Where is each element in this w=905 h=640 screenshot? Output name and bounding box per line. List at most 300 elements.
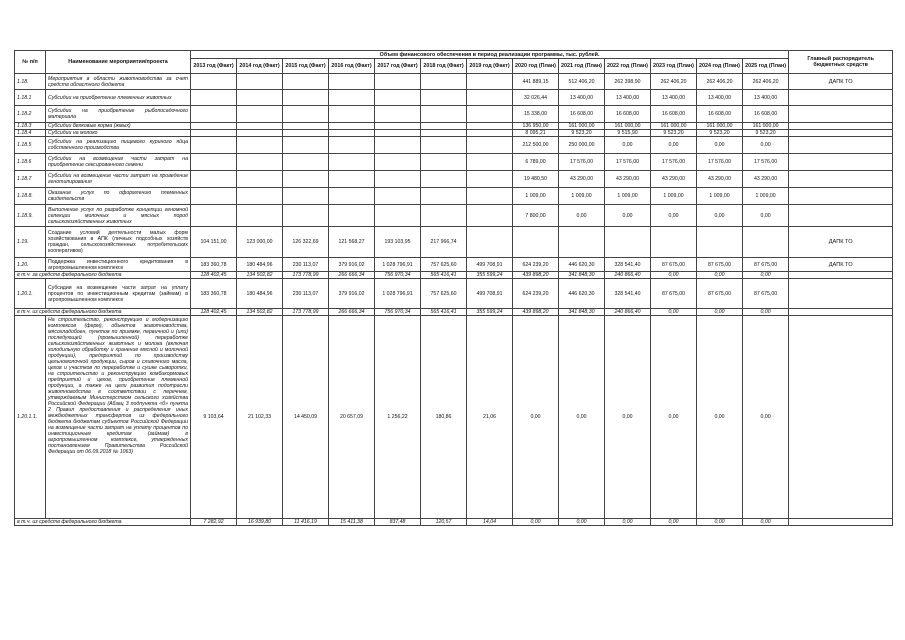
amount-cell <box>191 106 237 123</box>
amount-cell <box>697 227 743 258</box>
amount-cell: 161 000,00 <box>697 123 743 130</box>
amount-cell <box>375 106 421 123</box>
amount-cell: 9 523,20 <box>697 130 743 137</box>
amount-cell: 136 950,00 <box>513 123 559 130</box>
responsible-cell <box>789 272 893 279</box>
amount-cell: 13 400,00 <box>697 90 743 106</box>
amount-cell: 0,00 <box>743 309 789 316</box>
responsible-cell <box>789 90 893 106</box>
row-number: 1.18.3 <box>15 123 46 130</box>
header-year: 2020 год (План) <box>513 59 559 74</box>
amount-cell: 1 009,00 <box>513 188 559 205</box>
amount-cell <box>237 188 283 205</box>
amount-cell <box>467 188 513 205</box>
row-name: Субсидии белковые корма (жмых) <box>46 123 191 130</box>
amount-cell: 173 778,99 <box>283 272 329 279</box>
amount-cell: 14 450,09 <box>283 316 329 519</box>
responsible-cell <box>789 205 893 227</box>
amount-cell <box>375 90 421 106</box>
amount-cell <box>467 123 513 130</box>
table-row <box>15 188 893 205</box>
header-year: 2025 год (План) <box>743 59 789 74</box>
amount-cell: 87 675,00 <box>697 279 743 309</box>
amount-cell <box>283 171 329 188</box>
amount-cell <box>421 154 467 171</box>
amount-cell: 1 256,22 <box>375 316 421 519</box>
amount-cell: 161 000,00 <box>743 123 789 130</box>
amount-cell: 0,00 <box>743 272 789 279</box>
amount-cell: 250 000,00 <box>559 137 605 154</box>
amount-cell: 43 290,00 <box>559 171 605 188</box>
amount-cell: 16 608,00 <box>651 106 697 123</box>
amount-cell: 757 625,60 <box>421 279 467 309</box>
amount-cell: 262 406,20 <box>651 74 697 90</box>
amount-cell: 240 866,40 <box>605 272 651 279</box>
row-name: Создание условий деятельности малых форм хозяйствования в АПК (личных подсобных хозяйств граждан, сельскохозяйственных потребительских кооперативов) <box>46 227 191 258</box>
amount-cell <box>191 205 237 227</box>
amount-cell: 0,00 <box>697 272 743 279</box>
amount-cell: 1 009,00 <box>697 188 743 205</box>
amount-cell: 16 939,80 <box>237 519 283 526</box>
amount-cell <box>375 188 421 205</box>
row-number: 1.19. <box>15 227 46 258</box>
amount-cell: 0,00 <box>697 316 743 519</box>
amount-cell: 379 916,02 <box>329 258 375 272</box>
amount-cell: 11 416,19 <box>283 519 329 526</box>
amount-cell: 0,00 <box>651 205 697 227</box>
amount-cell: 0,00 <box>559 205 605 227</box>
amount-cell <box>421 171 467 188</box>
amount-cell <box>375 154 421 171</box>
amount-cell: 499 708,91 <box>467 279 513 309</box>
amount-cell: 0,00 <box>697 309 743 316</box>
table-row <box>15 123 893 130</box>
amount-cell: 240 866,40 <box>605 309 651 316</box>
responsible-cell <box>789 130 893 137</box>
amount-cell: 0,00 <box>651 272 697 279</box>
amount-cell: 0,00 <box>513 519 559 526</box>
amount-cell: 120,57 <box>421 519 467 526</box>
amount-cell: 104 151,00 <box>191 227 237 258</box>
amount-cell <box>191 171 237 188</box>
amount-cell: 328 541,40 <box>605 279 651 309</box>
responsible-cell: ДАПК ТО <box>789 258 893 272</box>
amount-cell <box>191 74 237 90</box>
amount-cell: 13 400,00 <box>743 90 789 106</box>
amount-cell <box>329 205 375 227</box>
amount-cell <box>329 137 375 154</box>
amount-cell: 183 360,78 <box>191 279 237 309</box>
amount-cell: 0,00 <box>651 309 697 316</box>
amount-cell: 0,00 <box>697 205 743 227</box>
row-name: На строительство, реконструкцию и модернизацию комплексов (ферм), объектов животноводства, мясохладобоен, пунктов по приемке, первичной и (или) последующей (промышленной) переработке сельскохозяйственных животных и молока (включая холодильную обработку и хранение мясной и молочной продукции), предприятий по производству цельномолочной продукции, сыров и сливочного масла, цехов и участков по переработке и сушке сыворотки, на строительство и реконструкцию комбикормовых предприятий и цехов, приобретение племенной продукции, а также на цели развития подотрасли животноводства в соответствии с перечнем, утверждаемым Министерством сельского хозяйства Российской Федерации (Абзац 3 подпункта «б» пункта 2 Правил предоставления и распределения иных межбюджетных трансфертов из федерального бюджета бюджетам субъектов Российской Федерации на возмещение части затрат на уплату процентов по инвестиционным кредитам (займам) в агропромышленном комплексе, утвержденных постановлением Правительства Российской Федерации от 06.09.2018 № 1063) <box>46 316 191 519</box>
amount-cell: 19 480,50 <box>513 171 559 188</box>
amount-cell: 1 028 796,91 <box>375 258 421 272</box>
row-number: 1.18.8. <box>15 188 46 205</box>
amount-cell: 87 675,00 <box>743 258 789 272</box>
amount-cell: 17 576,00 <box>559 154 605 171</box>
amount-cell: 161 000,00 <box>559 123 605 130</box>
row-name: Субсидии на реализацию пищевого куриного яйца собственного производства <box>46 137 191 154</box>
table-row <box>15 227 893 258</box>
amount-cell <box>329 74 375 90</box>
amount-cell: 17 576,00 <box>697 154 743 171</box>
table-row <box>15 90 893 106</box>
header-responsible: Главный распорядитель бюджетных средств <box>789 51 893 74</box>
amount-cell: 1 009,00 <box>605 188 651 205</box>
amount-cell: 87 675,00 <box>651 279 697 309</box>
amount-cell <box>283 188 329 205</box>
responsible-cell <box>789 106 893 123</box>
amount-cell <box>421 205 467 227</box>
table-row <box>15 171 893 188</box>
amount-cell <box>237 171 283 188</box>
amount-cell <box>191 188 237 205</box>
row-number: 1.18.9. <box>15 205 46 227</box>
amount-cell: 379 916,02 <box>329 279 375 309</box>
amount-cell <box>605 227 651 258</box>
amount-cell: 0,00 <box>651 137 697 154</box>
amount-cell <box>329 106 375 123</box>
header-number: № п/п <box>15 51 46 74</box>
amount-cell: 9 103,64 <box>191 316 237 519</box>
amount-cell <box>421 90 467 106</box>
amount-cell: 123 000,00 <box>237 227 283 258</box>
responsible-cell <box>789 154 893 171</box>
amount-cell <box>513 227 559 258</box>
row-number: 1.18.1 <box>15 90 46 106</box>
subtotal-row <box>15 272 893 279</box>
amount-cell <box>237 154 283 171</box>
amount-cell <box>743 227 789 258</box>
amount-cell: 230 113,07 <box>283 279 329 309</box>
responsible-cell <box>789 316 893 519</box>
header-year: 2024 год (План) <box>697 59 743 74</box>
amount-cell: 262 398,90 <box>605 74 651 90</box>
amount-cell: 9 515,90 <box>605 130 651 137</box>
table-row <box>15 154 893 171</box>
amount-cell: 180 484,96 <box>237 258 283 272</box>
header-year: 2022 год (План) <box>605 59 651 74</box>
amount-cell: 266 666,34 <box>329 309 375 316</box>
amount-cell <box>283 205 329 227</box>
header-year: 2016 год (Факт) <box>329 59 375 74</box>
header-year: 2018 год (Факт) <box>421 59 467 74</box>
responsible-cell <box>789 519 893 526</box>
amount-cell <box>467 137 513 154</box>
amount-cell: 1 028 796,91 <box>375 279 421 309</box>
amount-cell: 756 970,34 <box>375 272 421 279</box>
amount-cell <box>191 130 237 137</box>
amount-cell <box>191 90 237 106</box>
amount-cell <box>237 90 283 106</box>
table-row <box>15 130 893 137</box>
row-name: Оказание услуг по оформлению племенных свидетельств <box>46 188 191 205</box>
row-name: Субсидии на возмещение части затрат на проведение генотипирования <box>46 171 191 188</box>
subtotal-label: в т.ч. из средств федерального бюджета <box>15 519 191 526</box>
amount-cell: 262 406,20 <box>743 74 789 90</box>
row-name: Субсидии на приобретение рыбопосадочного материала <box>46 106 191 123</box>
table-row <box>15 205 893 227</box>
amount-cell: 7 800,00 <box>513 205 559 227</box>
amount-cell: 0,00 <box>605 205 651 227</box>
header-funding: Объем финансового обеспечения в период реализации программы, тыс. рублей. <box>191 51 789 59</box>
amount-cell: 16 608,00 <box>697 106 743 123</box>
amount-cell: 16 608,00 <box>559 106 605 123</box>
amount-cell: 13 400,00 <box>559 90 605 106</box>
amount-cell: 212 500,00 <box>513 137 559 154</box>
amount-cell: 0,00 <box>743 519 789 526</box>
amount-cell: 21,06 <box>467 316 513 519</box>
table-row <box>15 106 893 123</box>
amount-cell: 8 095,21 <box>513 130 559 137</box>
amount-cell: 15 411,38 <box>329 519 375 526</box>
amount-cell: 0,00 <box>697 519 743 526</box>
table-row <box>15 279 893 309</box>
row-number: 1.20.1.1. <box>15 316 46 519</box>
amount-cell: 1 009,00 <box>559 188 605 205</box>
amount-cell <box>559 227 605 258</box>
amount-cell: 161 000,00 <box>651 123 697 130</box>
amount-cell: 128 402,45 <box>191 272 237 279</box>
responsible-cell <box>789 309 893 316</box>
amount-cell <box>283 137 329 154</box>
amount-cell: 13 400,00 <box>605 90 651 106</box>
amount-cell <box>467 74 513 90</box>
amount-cell <box>375 171 421 188</box>
amount-cell: 43 290,00 <box>697 171 743 188</box>
amount-cell <box>651 227 697 258</box>
amount-cell: 0,00 <box>559 316 605 519</box>
amount-cell: 9 523,20 <box>559 130 605 137</box>
amount-cell: 180,86 <box>421 316 467 519</box>
amount-cell <box>283 90 329 106</box>
amount-cell <box>237 74 283 90</box>
amount-cell: 15 338,00 <box>513 106 559 123</box>
amount-cell: 0,00 <box>559 519 605 526</box>
amount-cell: 183 360,78 <box>191 258 237 272</box>
responsible-cell: ДАПК ТО <box>789 227 893 258</box>
table-row <box>15 258 893 272</box>
amount-cell: 43 290,00 <box>743 171 789 188</box>
amount-cell <box>467 130 513 137</box>
responsible-cell: ДАПК ТО <box>789 74 893 90</box>
table-row <box>15 137 893 154</box>
amount-cell <box>191 137 237 154</box>
responsible-cell <box>789 171 893 188</box>
amount-cell <box>467 205 513 227</box>
amount-cell <box>191 123 237 130</box>
amount-cell: 173 778,99 <box>283 309 329 316</box>
subtotal-row <box>15 309 893 316</box>
amount-cell: 0,00 <box>513 316 559 519</box>
table-row <box>15 74 893 90</box>
amount-cell: 13 400,00 <box>651 90 697 106</box>
amount-cell <box>237 205 283 227</box>
amount-cell: 180 484,96 <box>237 279 283 309</box>
amount-cell: 126 322,69 <box>283 227 329 258</box>
amount-cell: 87 675,00 <box>651 258 697 272</box>
amount-cell: 439 898,20 <box>513 272 559 279</box>
row-name: Мероприятия в области животноводства за счет средств областного бюджета <box>46 74 191 90</box>
row-name: Субсидии на возмещение части затрат на уплату процентов по инвестиционным кредитам (займам) в агропромышленном комплексе <box>46 279 191 309</box>
amount-cell <box>467 106 513 123</box>
header-year: 2017 год (Факт) <box>375 59 421 74</box>
header-year: 2023 год (План) <box>651 59 697 74</box>
amount-cell: 446 620,30 <box>559 258 605 272</box>
amount-cell: 446 620,30 <box>559 279 605 309</box>
header-year: 2021 год (План) <box>559 59 605 74</box>
amount-cell <box>467 154 513 171</box>
responsible-cell <box>789 123 893 130</box>
amount-cell <box>237 123 283 130</box>
amount-cell: 20 657,09 <box>329 316 375 519</box>
amount-cell: 355 599,24 <box>467 309 513 316</box>
amount-cell: 121 568,27 <box>329 227 375 258</box>
amount-cell: 134 502,82 <box>237 272 283 279</box>
row-number: 1.20.1. <box>15 279 46 309</box>
amount-cell <box>421 137 467 154</box>
amount-cell: 262 406,20 <box>697 74 743 90</box>
amount-cell: 0,00 <box>697 137 743 154</box>
amount-cell <box>421 106 467 123</box>
row-number: 1.18.6 <box>15 154 46 171</box>
amount-cell <box>237 106 283 123</box>
amount-cell: 43 290,00 <box>605 171 651 188</box>
responsible-cell <box>789 188 893 205</box>
amount-cell: 134 502,82 <box>237 309 283 316</box>
amount-cell: 32 026,44 <box>513 90 559 106</box>
header-year: 2013 год (Факт) <box>191 59 237 74</box>
amount-cell: 565 416,41 <box>421 309 467 316</box>
amount-cell: 0,00 <box>743 316 789 519</box>
amount-cell: 16 608,00 <box>743 106 789 123</box>
amount-cell: 512 406,20 <box>559 74 605 90</box>
amount-cell <box>191 154 237 171</box>
amount-cell: 624 239,20 <box>513 258 559 272</box>
row-name: Субсидии на молоко <box>46 130 191 137</box>
amount-cell <box>421 188 467 205</box>
amount-cell: 17 576,00 <box>651 154 697 171</box>
amount-cell: 0,00 <box>651 519 697 526</box>
amount-cell <box>375 205 421 227</box>
amount-cell: 1 009,00 <box>651 188 697 205</box>
amount-cell: 0,00 <box>605 316 651 519</box>
amount-cell: 230 113,07 <box>283 258 329 272</box>
row-number: 1.20. <box>15 258 46 272</box>
amount-cell: 565 416,41 <box>421 272 467 279</box>
row-name: Субсидии на приобретение племенных животных <box>46 90 191 106</box>
amount-cell: 87 675,00 <box>743 279 789 309</box>
amount-cell: 341 848,30 <box>559 309 605 316</box>
amount-cell: 355 599,24 <box>467 272 513 279</box>
amount-cell: 9 523,20 <box>651 130 697 137</box>
header-year: 2015 год (Факт) <box>283 59 329 74</box>
table-row <box>15 316 893 519</box>
amount-cell: 1 009,00 <box>743 188 789 205</box>
amount-cell <box>329 123 375 130</box>
amount-cell: 193 103,95 <box>375 227 421 258</box>
amount-cell <box>329 90 375 106</box>
row-number: 1.18.5 <box>15 137 46 154</box>
amount-cell: 756 970,34 <box>375 309 421 316</box>
amount-cell: 341 848,30 <box>559 272 605 279</box>
program-funding-table <box>14 50 893 526</box>
amount-cell: 0,00 <box>743 137 789 154</box>
responsible-cell <box>789 279 893 309</box>
row-number: 1.18.4 <box>15 130 46 137</box>
header-year: 2019 год (Факт) <box>467 59 513 74</box>
subtotal-row <box>15 519 893 526</box>
amount-cell <box>329 188 375 205</box>
amount-cell <box>421 123 467 130</box>
amount-cell: 161 000,00 <box>605 123 651 130</box>
row-number: 1.18. <box>15 74 46 90</box>
header-name: Наименование мероприятия/проекта <box>46 51 191 74</box>
amount-cell: 439 898,20 <box>513 309 559 316</box>
amount-cell <box>329 130 375 137</box>
amount-cell <box>237 130 283 137</box>
amount-cell <box>329 154 375 171</box>
amount-cell <box>375 123 421 130</box>
amount-cell <box>375 130 421 137</box>
amount-cell <box>467 171 513 188</box>
amount-cell: 43 290,00 <box>651 171 697 188</box>
row-name: Выполнение услуг по разработке концепции геномной селекции молочных и мясных пород сельскохозяйственных животных <box>46 205 191 227</box>
amount-cell: 128 402,45 <box>191 309 237 316</box>
amount-cell: 0,00 <box>743 205 789 227</box>
amount-cell <box>421 130 467 137</box>
amount-cell: 837,48 <box>375 519 421 526</box>
amount-cell: 0,00 <box>651 316 697 519</box>
amount-cell: 14,04 <box>467 519 513 526</box>
amount-cell <box>283 106 329 123</box>
amount-cell <box>375 74 421 90</box>
header-year: 2014 год (Факт) <box>237 59 283 74</box>
amount-cell: 328 541,40 <box>605 258 651 272</box>
amount-cell <box>283 130 329 137</box>
amount-cell: 0,00 <box>605 519 651 526</box>
amount-cell: 6 789,00 <box>513 154 559 171</box>
amount-cell <box>283 74 329 90</box>
row-name: Поддержка инвестиционного кредитования в агропромышленном комплексе <box>46 258 191 272</box>
amount-cell: 624 239,20 <box>513 279 559 309</box>
amount-cell <box>375 137 421 154</box>
amount-cell <box>467 90 513 106</box>
amount-cell <box>283 123 329 130</box>
row-number: 1.18.2 <box>15 106 46 123</box>
amount-cell <box>421 74 467 90</box>
subtotal-label: в т.ч. за средств федерального бюджета <box>15 272 191 279</box>
amount-cell: 17 576,00 <box>605 154 651 171</box>
amount-cell: 87 675,00 <box>697 258 743 272</box>
row-name: Субсидии на возмещение части затрат на приобретение сексированного семени <box>46 154 191 171</box>
amount-cell <box>329 171 375 188</box>
subtotal-label: в т.ч. из средств федерального бюджета <box>15 309 191 316</box>
amount-cell: 757 625,60 <box>421 258 467 272</box>
responsible-cell <box>789 137 893 154</box>
amount-cell: 0,00 <box>605 137 651 154</box>
amount-cell: 21 102,33 <box>237 316 283 519</box>
amount-cell: 16 608,00 <box>605 106 651 123</box>
amount-cell <box>467 227 513 258</box>
amount-cell <box>283 154 329 171</box>
amount-cell: 441 889,15 <box>513 74 559 90</box>
amount-cell: 7 282,92 <box>191 519 237 526</box>
amount-cell: 499 708,91 <box>467 258 513 272</box>
row-number: 1.18.7 <box>15 171 46 188</box>
amount-cell <box>237 137 283 154</box>
